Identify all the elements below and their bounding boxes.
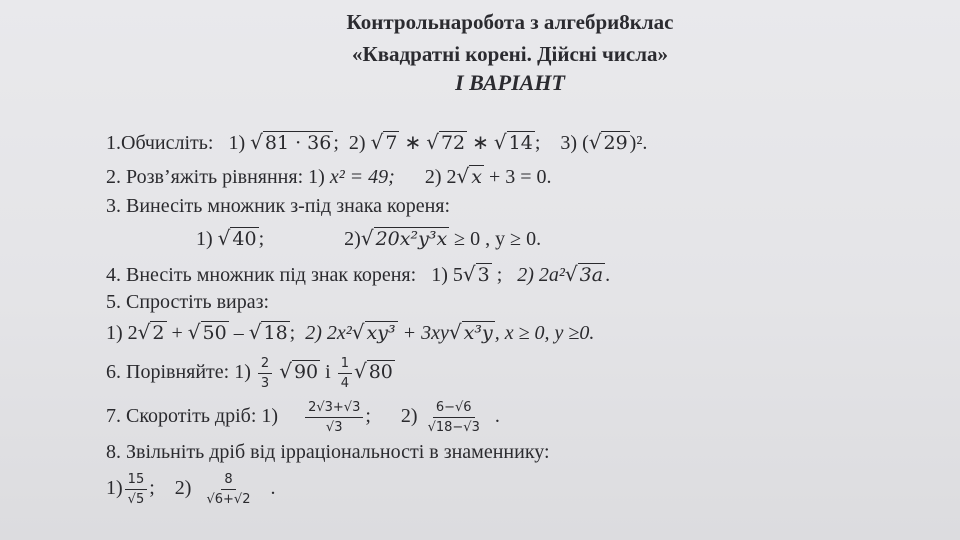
task-1-op-2: ∗ (472, 132, 489, 154)
task-3 (196, 226, 541, 251)
test-title: Контрольнаробота з алгебри8клас (346, 10, 674, 34)
variant-label: І ВАРІАНТ (455, 70, 565, 95)
task-6-fraction-1: $\frac{2}{3}$ (258, 356, 272, 391)
task-4-end: . (605, 264, 611, 286)
task-1-tail: )². (629, 132, 648, 154)
task-4-part-2-label: 2) 2a² (517, 264, 565, 286)
task-8 (106, 472, 275, 507)
task-5-condition: , x ≥ 0, y ≥0. (494, 322, 595, 344)
test-topic: «Квадратні корені. Дійсні числа» (351, 42, 668, 66)
task-3-part-1-label: 1) (196, 228, 213, 250)
task-3-root-1: √ 40 (217, 226, 257, 250)
task-3-root-2: √ 20x²y³x (360, 226, 448, 250)
task-3-condition: ≥ 0 , y ≥ 0. (454, 228, 542, 250)
task-8-part-2-label: 2) (174, 477, 192, 500)
task-5-minus: – (228, 322, 249, 344)
task-3-sep: ; (258, 228, 265, 250)
task-1-part-3-label: 3) ( (560, 132, 589, 154)
task-6 (106, 356, 395, 391)
task-3-label: 3. Винесіть множник з-під знака кореня: (106, 195, 451, 217)
task-1 (106, 130, 647, 155)
task-1-part-2-label: 2) (348, 132, 366, 154)
task-6-root-2: √ 80 (353, 359, 393, 384)
task-5-part-2-label: 2) 2x² (305, 322, 352, 344)
task-2 (106, 164, 552, 189)
task-5-root-3: √ 18 (248, 320, 288, 344)
task-5-sep: ; (289, 322, 296, 344)
task-5-root-2: √ 50 (187, 320, 227, 344)
task-1-sep-1: ; (333, 132, 339, 154)
task-8-label: 8. Звільніть дріб від ірраціональності в знаменнику: (106, 441, 550, 463)
task-5-part-1-label: 1) 2 (106, 322, 138, 344)
task-4-root-1: √ 3 (462, 262, 490, 286)
task-4 (106, 262, 610, 287)
task-6-part-1-label: 1) (234, 361, 251, 384)
task-6-fraction-2: $\frac{1}{4}$ (338, 356, 352, 391)
task-5-plus: + (166, 322, 188, 344)
task-1-root-2b: √ 72 (426, 130, 466, 154)
task-5 (106, 320, 594, 345)
task-7-label: 7. Скоротіть дріб: 1) (106, 405, 279, 428)
task-7-end: . (494, 405, 500, 428)
task-6-label: 6. Порівняйте: (106, 361, 230, 384)
task-2-equation-2: + 3 = 0. (488, 166, 552, 188)
task-1-label: 1.Обчисліть: (106, 132, 214, 154)
task-2-part-1-label: 1) (308, 166, 325, 188)
task-4-sep: ; (491, 264, 503, 286)
task-1-root-3: √ 29 (588, 130, 628, 154)
task-5-root-4: √ xy³ (351, 320, 396, 344)
task-4-label: 4. Внесіть множник під знак кореня: (106, 264, 417, 286)
task-6-root-1: √ 90 (279, 359, 319, 384)
task-4-root-2: √ 3a (564, 262, 604, 286)
task-7-part-2-label: 2) (400, 405, 418, 428)
task-2-equation-1: x² = 49; (329, 166, 395, 188)
task-8-fraction-2: $\frac{8}{√6+√2}$ (206, 472, 251, 507)
task-1-root-2c: √ 14 (493, 130, 533, 154)
task-7-fraction-2: $\frac{6-√6}{√18-√3}$ (427, 400, 480, 435)
task-2-label: 2. Розв’яжіть рівняння: (106, 166, 304, 188)
task-5-root-5: √ x³y (448, 320, 493, 344)
task-7-sep: ; (365, 405, 371, 428)
task-2-part-2-label: 2) 2 (424, 166, 457, 188)
task-1-root-1: √ 81 · 36 (250, 130, 332, 154)
task-5-root-1: √ 2 (137, 320, 165, 344)
task-5-label: 5. Спростіть вираз: (106, 291, 270, 313)
task-1-sep-2: ; (534, 132, 541, 154)
task-8-end: . (270, 477, 276, 500)
task-5-plus-2: + 3xy (397, 322, 449, 344)
task-1-op-1: ∗ (404, 132, 422, 154)
task-1-part-1-label: 1) (228, 132, 246, 154)
task-7-fraction-1: $\frac{2√3+√3}{√3}$ (305, 400, 363, 435)
task-1-root-2a: √ 7 (370, 130, 398, 154)
task-8-sep: ; (149, 477, 155, 500)
task-2-root: √ x (456, 164, 482, 188)
task-3-part-2-label: 2) (344, 228, 361, 250)
task-4-part-1-label: 1) 5 (431, 264, 463, 286)
task-7 (106, 400, 500, 435)
task-8-fraction-1: $\frac{15}{√5}$ (125, 472, 148, 507)
task-8-part-1-label: 1) (106, 477, 123, 500)
task-6-and: і (320, 361, 336, 384)
